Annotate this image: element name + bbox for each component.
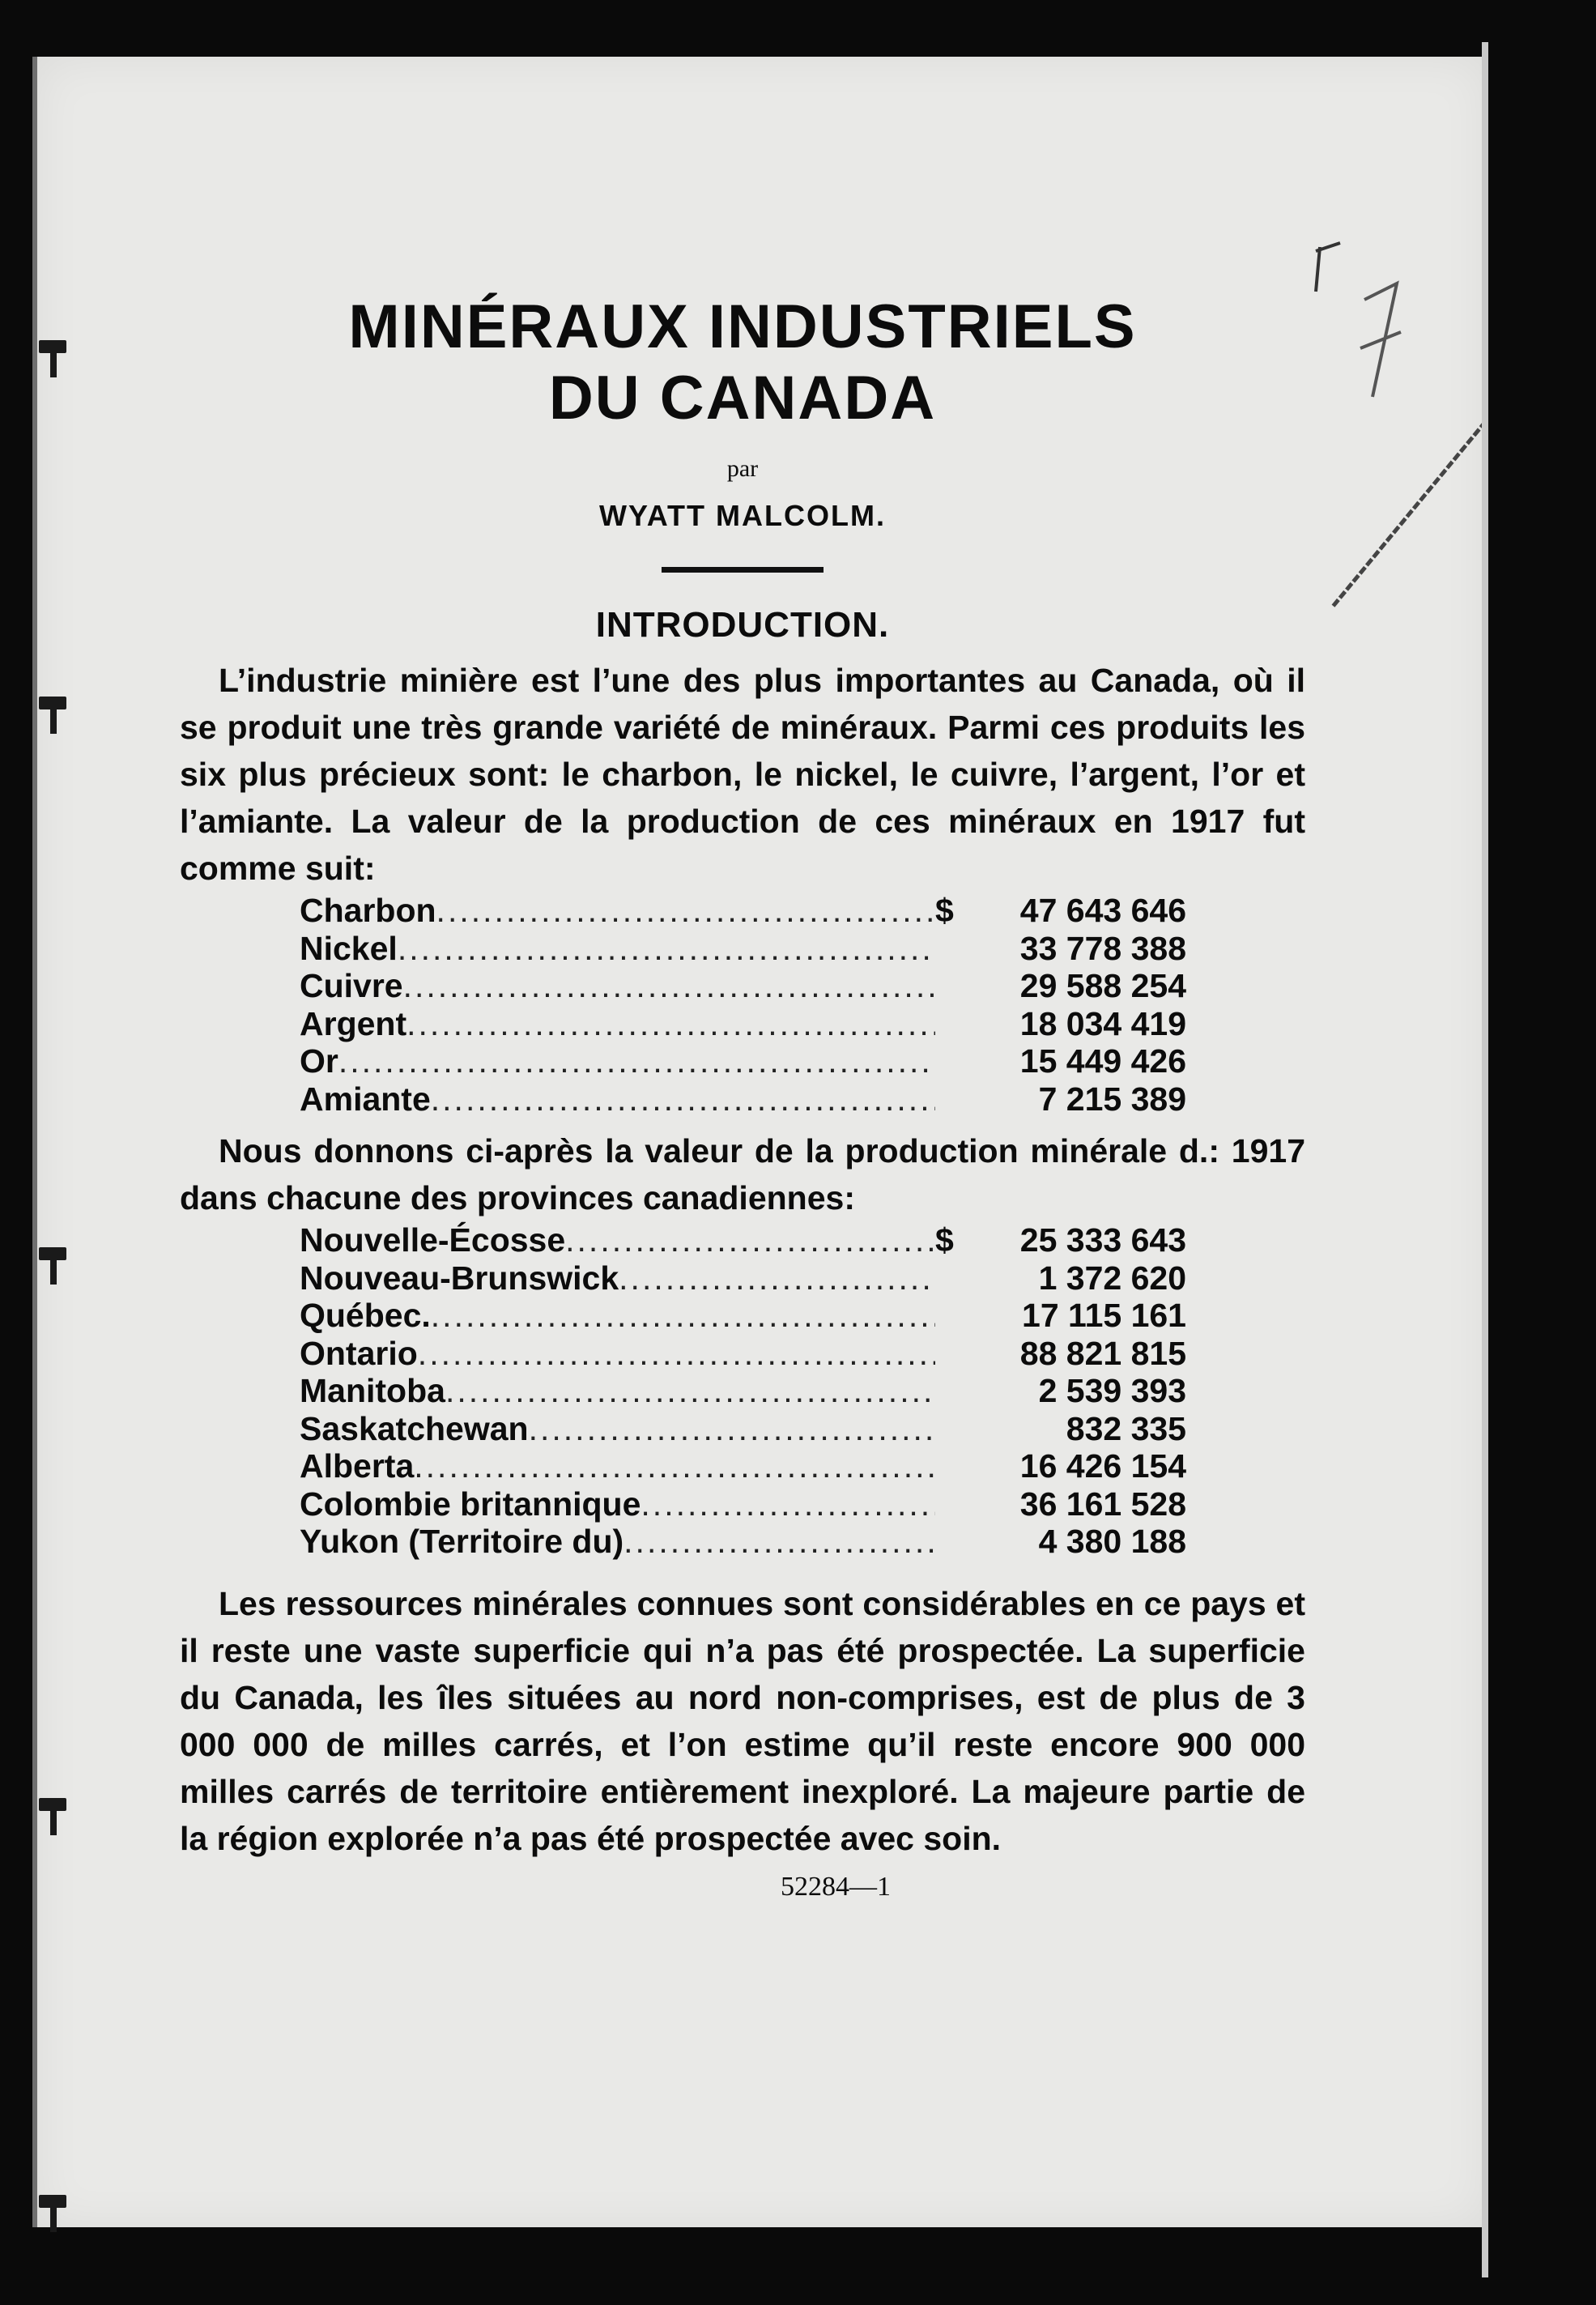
mineral-row bbox=[300, 930, 1186, 968]
province-row-value: 2 539 393 bbox=[1038, 1372, 1186, 1410]
dot-leader bbox=[338, 1042, 935, 1080]
handwritten-annotation bbox=[1283, 235, 1494, 640]
author-name: WYATT MALCOLM. bbox=[599, 499, 886, 533]
dot-leader bbox=[529, 1410, 935, 1448]
binding-clip bbox=[39, 697, 66, 709]
mineral-row-value: 47 643 646 bbox=[1019, 892, 1186, 930]
title-rule bbox=[662, 567, 824, 573]
mineral-row-value: 15 449 426 bbox=[1019, 1042, 1186, 1080]
closing-paragraph: Les ressources minérales connues sont considérables en ce pays et il reste une vaste superficie qui n’a pas été prospectée. La superficie du Canada, les îles situées au nord non-comprises, est de plus de 3 000 000 de milles carrés, et l’on estime qu’il reste encore 900 000 milles carrés de territoire entièrement inexploré. La majeure partie de la région explorée n’a pas été prospectée avec soin. bbox=[180, 1584, 1305, 1857]
pencil-mark-seven-large bbox=[1360, 283, 1401, 397]
binding-clip bbox=[39, 2195, 66, 2208]
province-row bbox=[300, 1372, 1186, 1410]
province-row-value: 16 426 154 bbox=[1019, 1447, 1186, 1485]
province-row-label: Colombie britannique bbox=[300, 1485, 641, 1523]
mineral-row-label: Nickel bbox=[300, 929, 398, 967]
mineral-row-value: 18 034 419 bbox=[1019, 1004, 1186, 1042]
province-row-value: 36 161 528 bbox=[1019, 1485, 1186, 1523]
province-row-value: 25 333 643 bbox=[1019, 1221, 1186, 1259]
province-row bbox=[300, 1335, 1186, 1373]
dot-leader bbox=[624, 1523, 935, 1561]
dot-leader bbox=[641, 1485, 935, 1523]
minerals-value-list bbox=[300, 892, 1186, 1118]
provinces-value-list bbox=[300, 1221, 1186, 1561]
document-title bbox=[180, 292, 1305, 434]
dot-leader bbox=[445, 1372, 935, 1410]
province-row-value: 4 380 188 bbox=[1038, 1523, 1186, 1561]
mineral-row-label: Cuivre bbox=[300, 967, 403, 1005]
province-row bbox=[300, 1297, 1186, 1335]
mineral-row bbox=[300, 892, 1186, 930]
dot-leader bbox=[406, 1005, 935, 1043]
binding-clip bbox=[39, 340, 66, 353]
currency-sign: $ bbox=[935, 1221, 954, 1259]
dot-leader bbox=[431, 1080, 935, 1118]
mineral-row-value: 33 778 388 bbox=[1019, 929, 1186, 967]
province-row-label: Manitoba bbox=[300, 1372, 445, 1410]
province-row-value: 1 372 620 bbox=[1038, 1259, 1186, 1297]
province-row-label: Alberta bbox=[300, 1447, 415, 1485]
province-row-value: 832 335 bbox=[1066, 1409, 1186, 1447]
province-row-value: 88 821 815 bbox=[1019, 1334, 1186, 1372]
province-row bbox=[300, 1410, 1186, 1448]
section-heading: INTRODUCTION. bbox=[595, 605, 890, 645]
mineral-row-label: Amiante bbox=[300, 1080, 431, 1118]
provinces-paragraph: Nous donnons ci-après la valeur de la production minérale d.: 1917 dans chacune des provinces canadiennes: bbox=[180, 1132, 1305, 1217]
province-row bbox=[300, 1447, 1186, 1485]
mineral-row bbox=[300, 1042, 1186, 1080]
mineral-row-label: Charbon bbox=[300, 892, 436, 930]
dot-leader bbox=[414, 1447, 935, 1485]
page-content bbox=[180, 292, 1305, 1902]
mineral-row bbox=[300, 1005, 1186, 1043]
binding-edge bbox=[37, 130, 68, 2276]
by-line: par bbox=[726, 455, 759, 483]
pencil-stroke bbox=[1332, 421, 1486, 607]
currency-sign: $ bbox=[935, 892, 954, 930]
dot-leader bbox=[565, 1221, 935, 1259]
dot-leader bbox=[403, 967, 935, 1005]
dot-leader bbox=[436, 892, 935, 930]
province-row bbox=[300, 1485, 1186, 1523]
province-row bbox=[300, 1523, 1186, 1561]
title-line-1: MINÉRAUX INDUSTRIELS bbox=[348, 292, 1137, 361]
dot-leader bbox=[398, 930, 935, 968]
dot-leader bbox=[418, 1335, 935, 1373]
mineral-row-label: Or bbox=[300, 1042, 338, 1080]
mineral-row bbox=[300, 1080, 1186, 1118]
dot-leader bbox=[431, 1297, 935, 1335]
mineral-row-label: Argent bbox=[300, 1004, 407, 1042]
province-row-label: Nouvelle-Écosse bbox=[300, 1221, 566, 1259]
scan-edge bbox=[1482, 42, 1488, 2277]
dot-leader bbox=[619, 1259, 935, 1297]
mineral-row-value: 7 215 389 bbox=[1038, 1080, 1186, 1118]
pencil-mark-seven bbox=[1316, 243, 1340, 292]
mineral-row-value: 29 588 254 bbox=[1019, 967, 1186, 1005]
province-row-label: Nouveau-Brunswick bbox=[300, 1259, 619, 1297]
intro-paragraph: L’industrie minière est l’une des plus importantes au Canada, où il se produit une très grande variété de minéraux. Parmi ces produits les six plus précieux sont: le charbon, le nickel, le cuivre, l’argent, l’or et l’amiante. La valeur de la production de ces minéraux en 1917 fut comme suit: bbox=[180, 662, 1305, 888]
province-row-label: Yukon (Territoire du) bbox=[300, 1523, 624, 1561]
mineral-row bbox=[300, 967, 1186, 1005]
title-line-2: DU CANADA bbox=[548, 364, 937, 433]
province-row-label: Saskatchewan bbox=[300, 1409, 529, 1447]
folio-number: 52284—1 bbox=[781, 1871, 891, 1902]
province-row bbox=[300, 1221, 1186, 1259]
binding-clip bbox=[39, 1247, 66, 1260]
province-row-label: Québec. bbox=[300, 1297, 431, 1335]
province-row bbox=[300, 1259, 1186, 1297]
province-row-label: Ontario bbox=[300, 1334, 418, 1372]
province-row-value: 17 115 161 bbox=[1022, 1297, 1186, 1335]
binding-clip bbox=[39, 1798, 66, 1811]
